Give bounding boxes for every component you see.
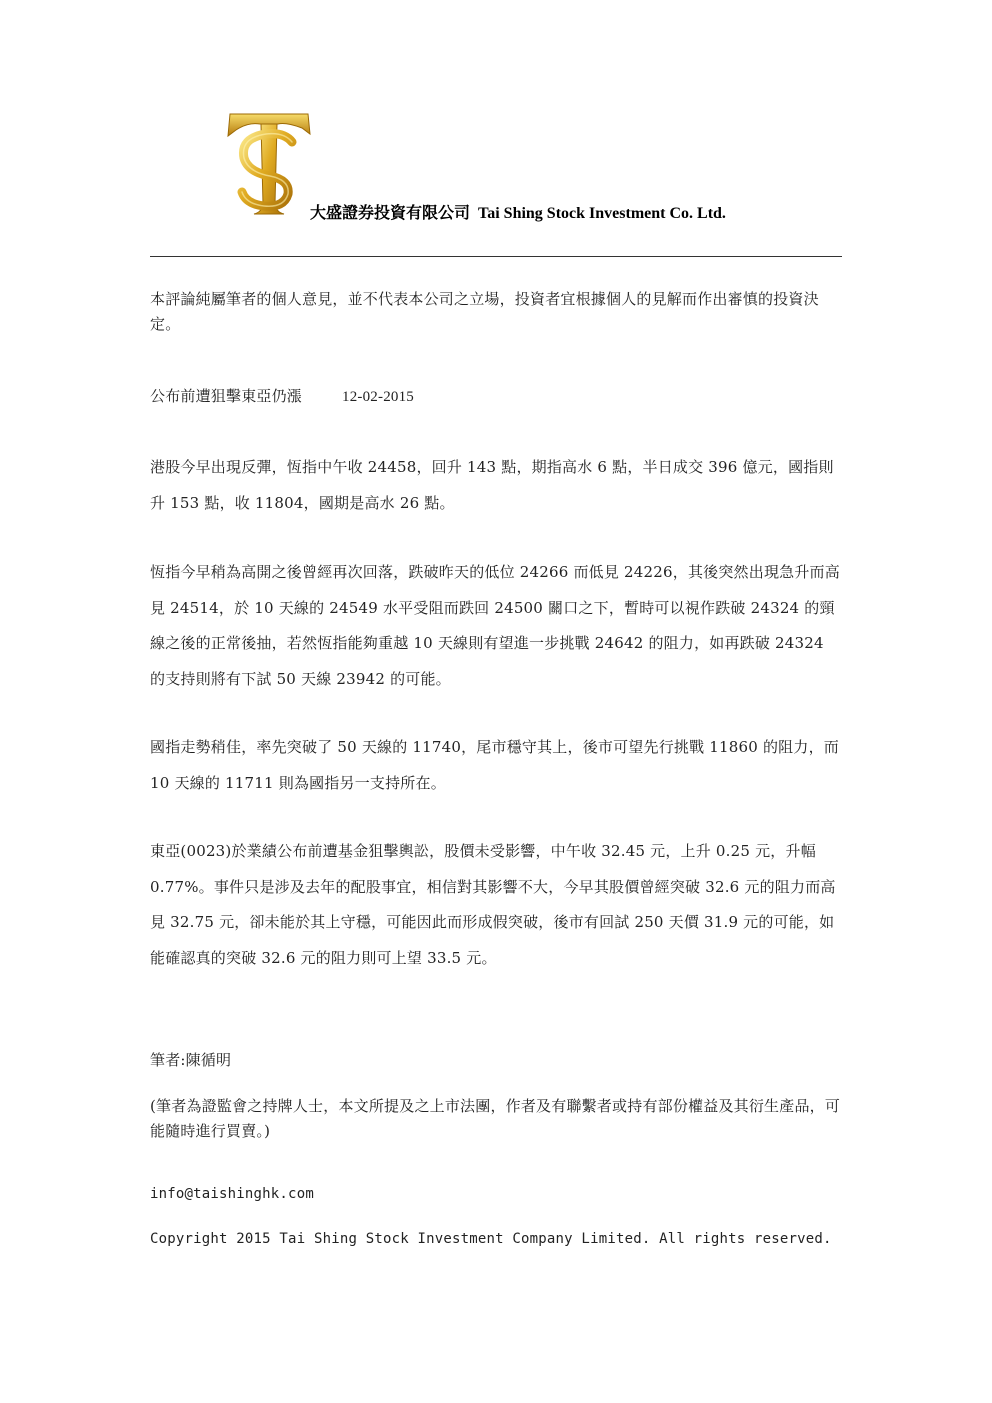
article-title-line (150, 385, 842, 406)
copyright: Copyright 2015 Tai Shing Stock Investment Company Limited. All rights reserved. (150, 1231, 832, 1247)
ts-gold-logo-icon (224, 108, 314, 220)
email-link[interactable]: info@taishinghk.com (150, 1186, 314, 1202)
author: 筆者:陳循明 (150, 1051, 232, 1069)
company-name-en: Tai Shing Stock Investment Co. Ltd. (478, 205, 726, 222)
paragraph: 港股今早出現反彈，恆指中午收 24458，回升 143 點，期指高水 6 點，半日成交 396 億元，國指則升 153 點，收 11804，國期是高水 26 點。 (150, 458, 834, 512)
company-name-zh: 大盛證券投資有限公司 (310, 205, 471, 222)
disclaimer: 本評論純屬筆者的個人意見，並不代表本公司之立場，投資者宜根據個人的見解而作出審慎的投資決定。 (150, 290, 819, 333)
article-date: 12-02-2015 (342, 389, 415, 405)
header-divider (150, 256, 842, 257)
paragraph: 國指走勢稍佳，率先突破了 50 天線的 11740，尾市穩守其上，後市可望先行挑戰 11860 的阻力，而 10 天線的 11711 則為國指另一支持所在。 (150, 738, 839, 792)
paragraph: 恆指今早稍為高開之後曾經再次回落，跌破昨天的低位 24266 而低見 24226，其後突然出現急升而高見 24514，於 10 天線的 24549 水平受阻而跌回 24500 關口之下，暫時可以視作跌破 24324 的頸線之後的正常後抽，若然恆指能夠重越 10 天線則有望進一步挑戰 24642 的阻力，如再跌破 24324 的支持則將有下試 50 天線 23942 的可能。 (150, 563, 840, 688)
company-name (310, 200, 726, 223)
paragraph: 東亞(0023)於業績公布前遭基金狙擊輿訟，股價未受影響，中午收 32.45 元，上升 0.25 元，升幅 0.77%。事件只是涉及去年的配股事宜，相信對其影響不大，今早其股價曾經突破 32.6 元的阻力而高見 32.75 元，卻未能於其上守穩，可能因此而形成假突破，後市有回試 250 天價 31.9 元的可能，如能確認真的突破 32.6 元的阻力則可上望 33.5 元。 (150, 842, 836, 967)
article-title: 公布前遭狙擊東亞仍漲 (150, 387, 303, 405)
author-note: (筆者為證監會之持牌人士，本文所提及之上市法團，作者及有聯繫者或持有部份權益及其衍生產品，可能隨時進行買賣。) (150, 1097, 841, 1140)
